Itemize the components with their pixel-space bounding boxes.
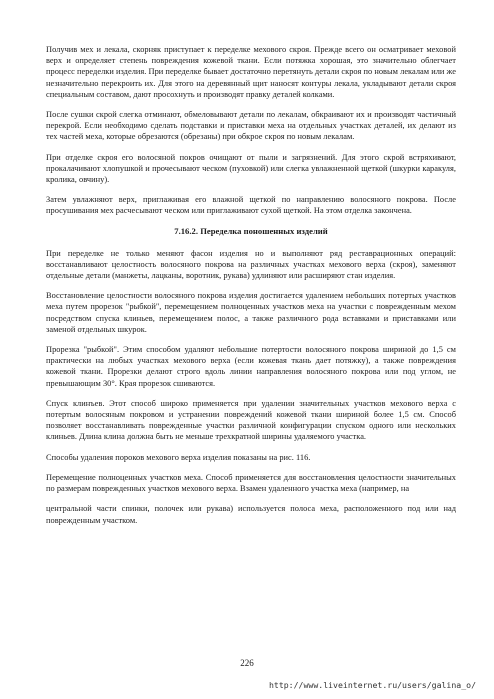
- paragraph: При отделке скроя его волосяной покров очищают от пыли и загрязнений. Для этого скрой встряхивают, прокалачивают хлопушкой и прочесывают ческом (пуховкой) или слегка увлажненной щеткой (шкурки каракуля, кролика, овчину).: [46, 152, 456, 185]
- paragraph: Затем увлажняют верх, приглаживая его влажной щеткой по направлению волосяного покрова. После просушивания мех расчесывают ческом или приглаживают сухой щеткой. На этом отделка закончена.: [46, 195, 456, 216]
- paragraph: центральной части спинки, полочек или рукава) используется полоса меха, расположенного под или над поврежденным участком.: [46, 504, 456, 525]
- section-heading: 7.16.2. Переделка поношенных изделий: [174, 225, 328, 236]
- paragraph: Спуск клинъев. Этот способ широко применяется при удалении значительных участков мехового верха с потертым волосяным покровом и устранении повреждений кожевой ткани шириной более 1,5 см. Способ позволяет восстанавливать поврежденные участки различной конфигурации спуском одного или нескольких клиньев. Длина клина должна быть не меньше трехкратной ширины удаляемого участка.: [46, 398, 456, 442]
- paragraph: Способы удаления пороков мехового верха изделия показаны на рис. 116.: [46, 452, 311, 462]
- paragraph: После сушки скрой слегка отминают, обмеловывают детали по лекалам, обкраивают их и производят частичный перекрой. Если необходимо сделать подставки и приставки меха на отдельных участках деталей, их делают из тех частей меха, которые обрезаются (обрезаны) при обкрое скроя по новым лекалам.: [46, 110, 456, 142]
- paragraph: Прорезка "рыбкой". Этим способом удаляют небольшие потертости волосяного покрова шириной до 1,5 см практически на любых участках мехового верха (если кожевая ткань дает потяжку), а также повреждения кожевой ткани. Прорезки делают строго вдоль линии направления волосяного покрова или под углом, не превышающим 30°. Края прорезок сшиваются.: [46, 345, 456, 388]
- page-number: 226: [240, 658, 254, 668]
- paragraph: Перемещение полноценных участков меха. Способ применяется для восстановления целостности значительных по размерам поврежденных участков мехового верха. Взамен удаленного участка меха (например, на: [46, 472, 456, 494]
- paragraph: Получив мех и лекала, скорняк приступает к переделке мехового скроя. Прежде всего он осматривает меховой верх и определяет степень повреждения кожевой ткани. Если потяжка хорошая, это значительно облегчает процесс переделки изделия. При переделке бывает достаточно перетянуть детали скроя по новым лекалам или же незначительно перекроить их. Для этого на деревянный щит наносят контуры лекала, укладывают детали скроя специальным составом, дают просохнуть и производят правку деталей колками.: [46, 45, 456, 99]
- paragraph: Восстановление целостности волосяного покрова изделия достигается удалением небольших потертых участков меха путем прорезок "рыбкой", перемещением полноценных участков меха на участки с поврежденным мехом посредством спуска клиньев, перемещением полос, а также различного рода вставками и приставками или заменой отдельных шкурок.: [46, 291, 456, 334]
- source-url: http://www.liveinternet.ru/users/galina_o/: [268, 680, 476, 690]
- paragraph: При переделке не только меняют фасон изделия но и выполняют ряд реставрационных операций: восстанавливают целостность волосяного покрова на различных участках мехового верха (скроя), заменяют отдельные детали (манжеты, лацканы, воротник, рукава) удлиняют или расширяют стан изделия.: [46, 248, 456, 281]
- page-text: [46, 44, 456, 530]
